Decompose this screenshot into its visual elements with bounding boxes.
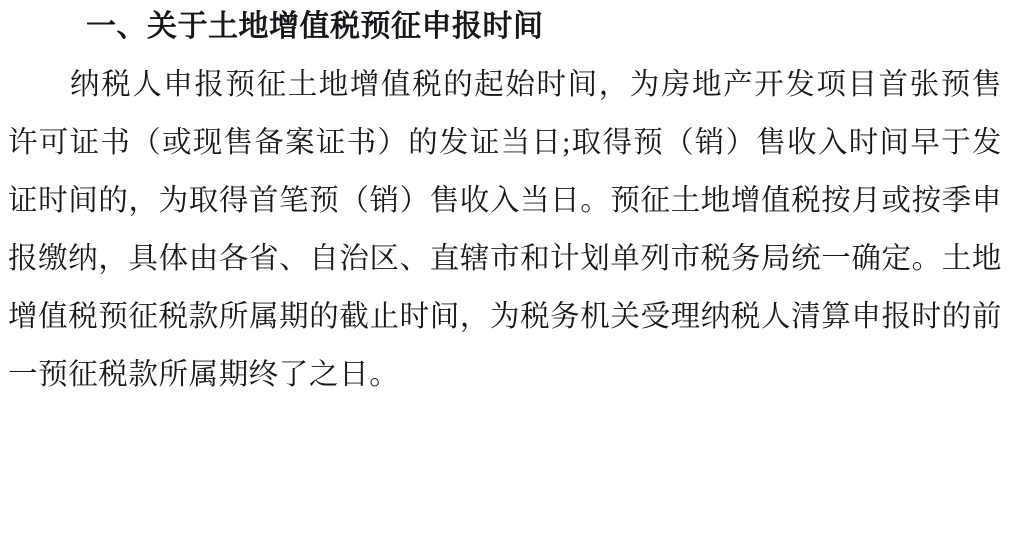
section-heading: 一、关于土地增值税预征申报时间 bbox=[86, 9, 544, 44]
section-paragraph: 纳税人申报预征土地增值税的起始时间，为房地产开发项目首张预售许可证书（或现售备案证书）的发证当日;取得预（销）售收入时间早于发证时间的，为取得首笔预（销）售收入当日。预征土地增值税按月或按季申报缴纳，具体由各省、自治区、直辖市和计划单列市税务局统一确定。土地增值税预征税款所属期的截止时间，为税务机关受理纳税人清算申报时的前一预征税款所属期终了之日。 bbox=[8, 69, 1002, 391]
document-page bbox=[0, 4, 1024, 545]
